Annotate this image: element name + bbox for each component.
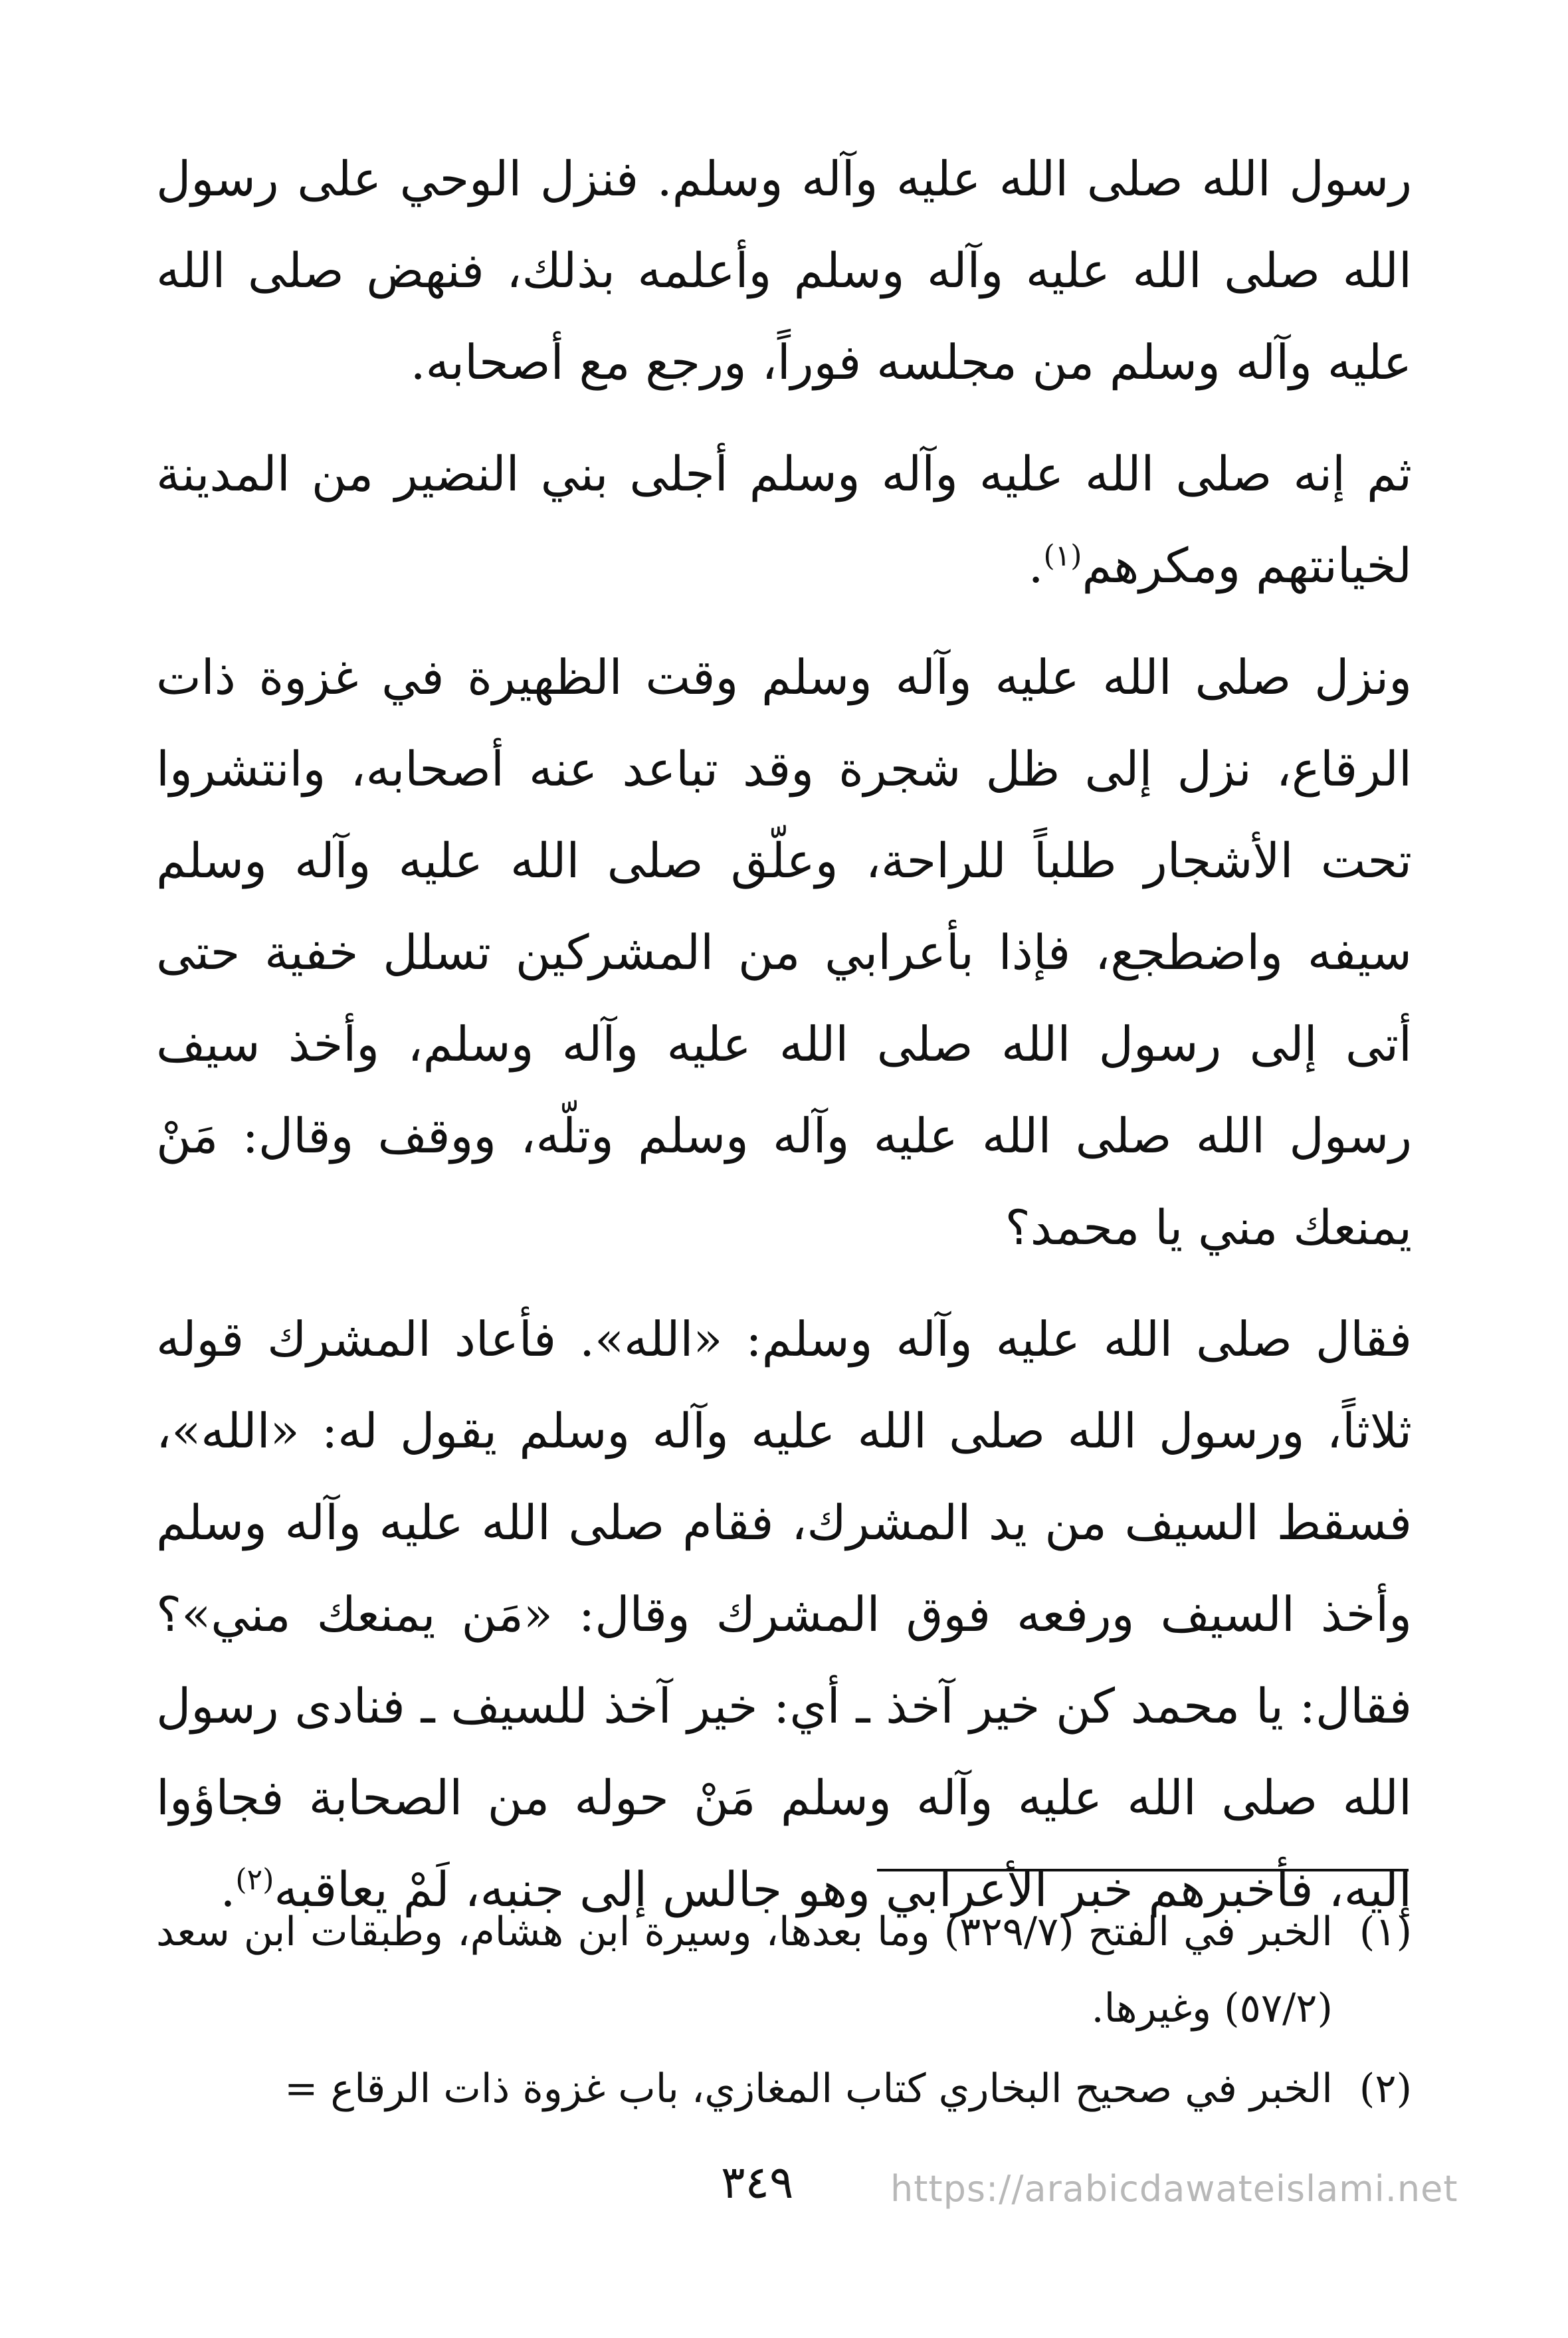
- paragraph-1-text: رسول الله صلى الله عليه وآله وسلم. فنزل الوحي على رسول الله صلى الله عليه وآله وسلم وأعلمه بذلك، فنهض صلى الله عليه وآله وسلم من مجلسه فوراً، ورجع مع أصحابه.: [156, 151, 1412, 390]
- footnote-ref-2[interactable]: (٢): [235, 1863, 274, 1897]
- paragraph-2-text: ثم إنه صلى الله عليه وآله وسلم أجلى بني النضير من المدينة لخيانتهم ومكرهم: [156, 446, 1412, 593]
- footnote-2-number: (٢): [1359, 2066, 1412, 2112]
- watermark-url: https://arabicdawateislami.net: [890, 2168, 1458, 2210]
- paragraph-4-tail: .: [220, 1861, 236, 1917]
- footnote-ref-1[interactable]: (١): [1043, 539, 1082, 573]
- paragraph-1: [156, 133, 1412, 408]
- paragraph-4: [156, 1293, 1412, 1935]
- paragraph-2: [156, 428, 1412, 611]
- paragraph-2-tail: .: [1028, 538, 1044, 593]
- footnotes: [156, 1894, 1412, 2131]
- footnote-1-text: الخبر في الفتح (٣٢٩/٧) وما بعدها، وسيرة ابن هشام، وطبقات ابن سعد (٥٧/٢) وغيرها.: [156, 1909, 1333, 2032]
- footnote-1-number: (١): [1359, 1909, 1412, 1955]
- footnote-1: [156, 1894, 1412, 2047]
- paragraph-3: [156, 631, 1412, 1273]
- footnote-separator: [877, 1869, 1409, 1871]
- paragraph-3-text: ونزل صلى الله عليه وآله وسلم وقت الظهيرة في غزوة ذات الرقاع، نزل إلى ظل شجرة وقد تباعد عنه أصحابه، وانتشروا تحت الأشجار طلباً للراحة، وعلّق صلى الله عليه وآله وسلم سيفه واضطجع، فإذا بأعرابي من المشركين تسلل خفية حتى أتى إلى رسول الله صلى الله عليه وآله وسلم، وأخذ سيف رسول الله صلى الله عليه وآله وسلم وتلّه، ووقف وقال: مَنْ يمنعك مني يا محمد؟: [156, 649, 1413, 1255]
- page-number: ٣٤٩: [721, 2157, 794, 2209]
- footnote-2-text: الخبر في صحيح البخاري كتاب المغازي، باب غزوة ذات الرقاع =: [284, 2066, 1333, 2112]
- paragraph-4-text: فقال صلى الله عليه وآله وسلم: «الله». فأعاد المشرك قوله ثلاثاً، ورسول الله صلى الله عليه وآله وسلم يقول له: «الله»، فسقط السيف من يد المشرك، فقام صلى الله عليه وآله وسلم وأخذ السيف ورفعه فوق المشرك وقال: «مَن يمنعك مني»؟ فقال: يا محمد كن خير آخذ ـ أي: خير آخذ للسيف ـ فنادى رسول الله صلى الله عليه وآله وسلم مَنْ حوله من الصحابة فجاؤوا إليه، فأخبرهم خبر الأعرابي وهو جالس إلى جنبه، لَمْ يعاقبه: [156, 1311, 1412, 1917]
- footnote-2: [156, 2051, 1412, 2127]
- main-text: [156, 133, 1412, 1955]
